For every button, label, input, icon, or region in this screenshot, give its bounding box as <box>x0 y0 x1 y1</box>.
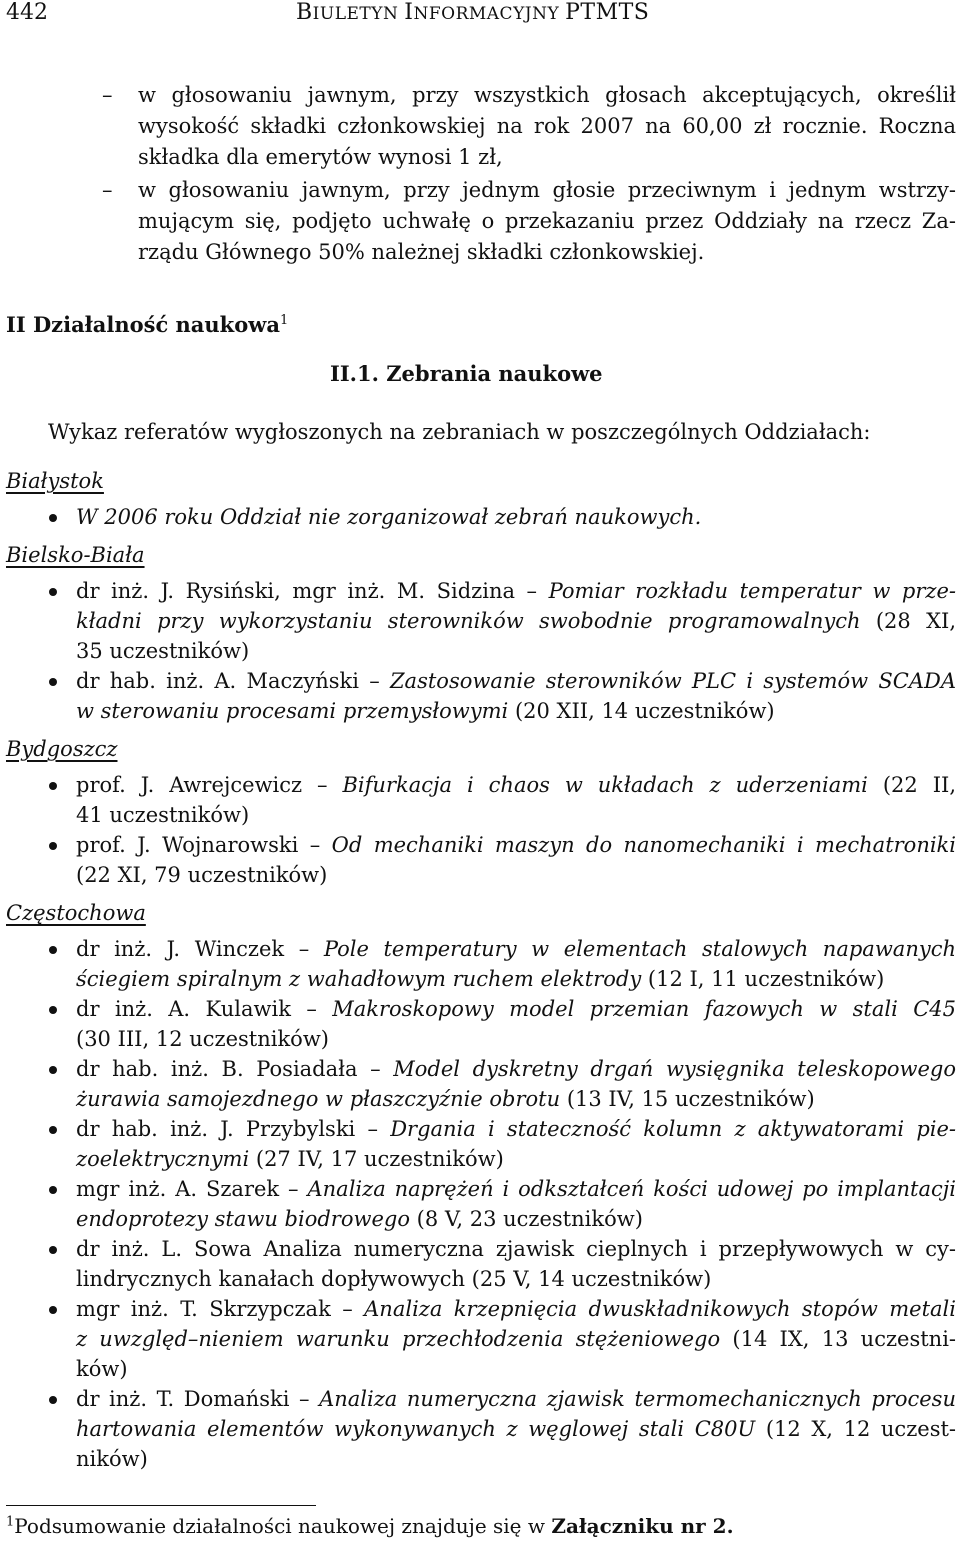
footnote <box>6 1514 734 1538</box>
lecture-title: Bifurkacja i chaos w układach z uderzeniami <box>342 773 868 797</box>
footnote-bold: Załączniku nr 2. <box>551 1514 734 1538</box>
text-line <box>76 1204 956 1234</box>
lecture-text: (22 XI, 79 uczestników) <box>76 863 328 887</box>
lecture-title: Analiza naprężeń i odkształceń kości udowej po implantacji <box>307 1177 956 1201</box>
resolution-list <box>102 80 956 270</box>
text-line <box>76 860 956 890</box>
bullet-icon <box>49 782 57 790</box>
lecture-title: z uwzględ–nieniem warunku przechłodzenia stężeniowego <box>76 1327 721 1351</box>
group-spacer <box>6 1474 956 1482</box>
lecture-title: Analiza krzepnięcia dwuskładnikowych stopów metali <box>364 1297 956 1321</box>
lecture-text: (13 IV, 15 uczestników) <box>560 1087 815 1111</box>
lecture-text: (12 X, 12 uczest- <box>755 1417 956 1441</box>
lecture-text: (8 V, 23 uczestników) <box>409 1207 643 1231</box>
text-line <box>76 1024 956 1054</box>
city-heading: Białystok <box>6 469 104 493</box>
lecture-text: dr inż. J. Rysiński, mgr inż. M. Sidzina – <box>76 579 549 603</box>
group-spacer <box>6 532 956 540</box>
bullet-icon <box>49 1306 57 1314</box>
text-line <box>76 1294 956 1324</box>
text-line: wysokość składki członkowskiej na rok 2007 na 60,00 zł rocznie. Roczna <box>138 114 956 138</box>
lecture-text: (12 I, 11 uczestników) <box>641 967 885 991</box>
text-line <box>76 666 956 696</box>
footnote-mark: 1 <box>6 1514 15 1530</box>
lecture-title: żurawia samojezdnego w płaszczyźnie obrotu <box>76 1087 561 1111</box>
city-heading: Bielsko-Biała <box>6 543 145 567</box>
lecture-list <box>6 466 956 1482</box>
lecture-title: Drgania i stateczność kolumn z aktywatorami pie- <box>390 1117 956 1141</box>
lecture-title: Pomiar rozkładu temperatur w prze- <box>548 579 956 603</box>
text-line <box>76 1354 956 1384</box>
dash-marker: – <box>102 83 113 107</box>
text-line <box>76 502 956 532</box>
lecture-text: dr inż. T. Domański – <box>76 1387 320 1411</box>
lecture-title: ściegiem spiralnym z wahadłowym ruchem elektrody <box>76 967 642 991</box>
list-item <box>6 934 956 994</box>
group-spacer <box>6 726 956 734</box>
lecture-title: zoelektrycznymi <box>76 1147 250 1171</box>
lecture-text: dr hab. inż. B. Posiadała – <box>76 1057 394 1081</box>
list-item <box>6 1114 956 1174</box>
lecture-text: (30 III, 12 uczestników) <box>76 1027 329 1051</box>
text-line <box>76 576 956 606</box>
text-line <box>76 606 956 636</box>
lecture-text: dr hab. inż. J. Przybylski – <box>76 1117 391 1141</box>
lecture-text: dr hab. inż. A. Maczyński – <box>76 669 390 693</box>
lecture-text: 41 uczestników) <box>76 803 250 827</box>
resolution-item <box>102 175 956 268</box>
bullet-icon <box>49 1246 57 1254</box>
list-item <box>6 1234 956 1294</box>
lecture-title: Od mechaniki maszyn do nanomechaniki i mechatroniki <box>331 833 956 857</box>
text-line <box>76 636 956 666</box>
text-line <box>76 1054 956 1084</box>
dash-marker: – <box>102 178 113 202</box>
text-line <box>76 800 956 830</box>
lecture-text: (14 IX, 13 uczestni- <box>720 1327 957 1351</box>
text-line <box>76 1114 956 1144</box>
city-heading: Bydgoszcz <box>6 737 118 761</box>
text-line <box>76 1384 956 1414</box>
lecture-text: dr inż. J. Winczek – <box>76 937 324 961</box>
group-spacer <box>6 890 956 898</box>
text-line: w głosowaniu jawnym, przy wszystkich głosach akceptujących, określił <box>138 83 956 107</box>
lecture-title: w sterowaniu procesami przemysłowymi <box>76 699 509 723</box>
bullet-icon <box>49 588 57 596</box>
lecture-text: ków) <box>76 1357 128 1381</box>
resolution-item <box>102 80 956 173</box>
subsection-heading: II.1. Zebrania naukowe <box>330 361 603 386</box>
text-line <box>76 994 956 1024</box>
footnote-text: Podsumowanie działalności naukowej znajduje się w <box>14 1514 552 1538</box>
text-line: w głosowaniu jawnym, przy jednym głosie przeciwnym i jednym wstrzy- <box>138 178 956 202</box>
list-item <box>6 994 956 1054</box>
lecture-title: Makroskopowy model przemian fazowych w stali C45 <box>332 997 956 1021</box>
lecture-text: 35 uczestników) <box>76 639 250 663</box>
city-heading: Częstochowa <box>6 901 146 925</box>
lecture-text: (27 IV, 17 uczestników) <box>249 1147 504 1171</box>
lecture-text: mgr inż. A. Szarek – <box>76 1177 308 1201</box>
footnote-rule <box>6 1505 316 1506</box>
text-line <box>76 1084 956 1114</box>
text-line <box>76 830 956 860</box>
text-line <box>76 1234 956 1264</box>
bullet-icon <box>49 514 57 522</box>
text-line <box>76 964 956 994</box>
lecture-title: hartowania elementów wykonywanych z węglowej stali C80U <box>76 1417 756 1441</box>
journal-title: BIULETYN INFORMACYJNY PTMTS <box>296 0 650 25</box>
list-item <box>6 1174 956 1234</box>
lecture-text: (28 XI, <box>860 609 957 633</box>
lecture-title: Zastosowanie sterowników PLC i systemów SCADA <box>389 669 956 693</box>
lecture-title: Analiza numeryczna zjawisk termomechanicznych procesu <box>319 1387 956 1411</box>
text-line <box>76 1444 956 1474</box>
text-line <box>76 1324 956 1354</box>
text-line: mującym się, podjęto uchwałę o przekazaniu przez Oddziały na rzecz Za- <box>138 209 956 233</box>
text-line: składka dla emerytów wynosi 1 zł, <box>138 145 503 169</box>
lecture-title: endoprotezy stawu biodrowego <box>76 1207 410 1231</box>
text-line <box>76 934 956 964</box>
lecture-text: ników) <box>76 1447 148 1471</box>
intro-text: Wykaz referatów wygłoszonych na zebraniach w poszczególnych Oddziałach: <box>48 420 871 444</box>
text-line <box>76 770 956 800</box>
lecture-text: dr inż. A. Kulawik – <box>76 997 333 1021</box>
lecture-title: W 2006 roku Oddział nie zorganizował zebrań naukowych. <box>76 505 702 529</box>
lecture-text: dr inż. L. Sowa Analiza numeryczna zjawisk cieplnych i przepływowych w cy- <box>76 1237 956 1261</box>
lecture-text: prof. J. Awrejcewicz – <box>76 773 343 797</box>
text-line <box>76 1144 956 1174</box>
lecture-text: (22 II, <box>867 773 957 797</box>
lecture-title: kładni przy wykorzystaniu sterowników swobodnie programowalnych <box>76 609 861 633</box>
text-line <box>76 1264 956 1294</box>
list-item <box>6 502 956 532</box>
text-line: rządu Głównego 50% należnej składki członkowskiej. <box>138 240 705 264</box>
list-item <box>6 1054 956 1114</box>
section-heading: II Działalność naukowa$^1$ <box>6 312 289 337</box>
page-header <box>6 0 954 30</box>
bullet-icon <box>49 842 57 850</box>
list-item <box>6 830 956 890</box>
footnote-reference: 1 <box>279 313 289 328</box>
lecture-text: lindrycznych kanałach dopływowych (25 V, 14 uczestników) <box>76 1267 712 1291</box>
lecture-title: Model dyskretny drgań wysięgnika teleskopowego <box>393 1057 956 1081</box>
list-item <box>6 1384 956 1474</box>
lecture-text: mgr inż. T. Skrzypczak – <box>76 1297 365 1321</box>
text-line <box>76 696 956 726</box>
bullet-icon <box>49 1396 57 1404</box>
list-item <box>6 576 956 666</box>
text-line <box>76 1174 956 1204</box>
bullet-icon <box>49 1006 57 1014</box>
list-item <box>6 666 956 726</box>
bullet-icon <box>49 1186 57 1194</box>
lecture-title: Pole temperatury w elementach stalowych napawanych <box>323 937 956 961</box>
list-item <box>6 1294 956 1384</box>
bullet-icon <box>49 1066 57 1074</box>
bullet-icon <box>49 1126 57 1134</box>
text-line <box>76 1414 956 1444</box>
bullet-icon <box>49 678 57 686</box>
bullet-icon <box>49 946 57 954</box>
list-item <box>6 770 956 830</box>
lecture-text: (20 XII, 14 uczestników) <box>508 699 775 723</box>
lecture-text: prof. J. Wojnarowski – <box>76 833 332 857</box>
page-number: 442 <box>6 0 48 25</box>
